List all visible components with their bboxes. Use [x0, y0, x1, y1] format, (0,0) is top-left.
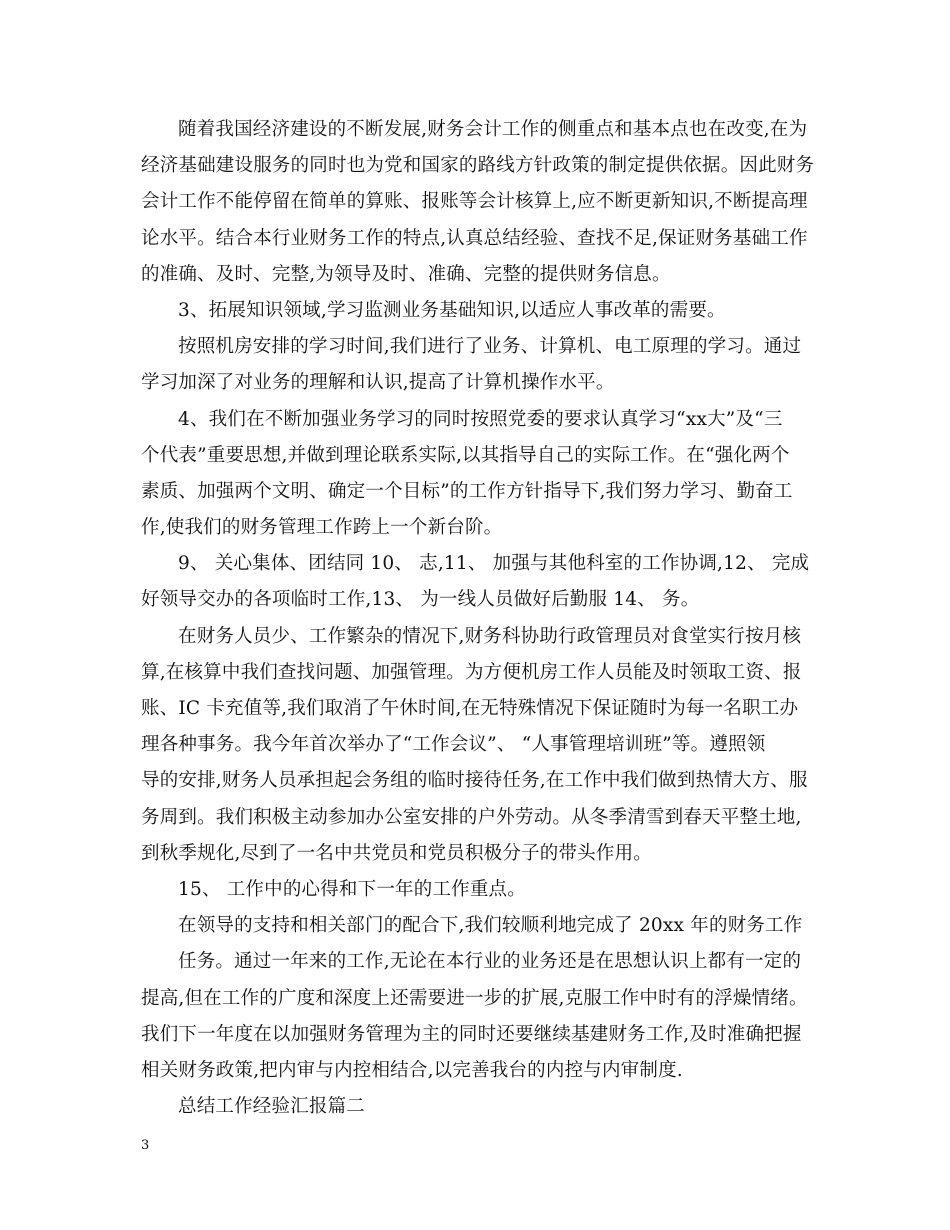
- text-line: 在领导的支持和相关部门的配合下,我们较顺利地完成了 20xx 年的财务工作: [178, 915, 803, 937]
- document-body: [141, 112, 813, 1125]
- text-line: 作,使我们的财务管理工作跨上一个新台阶。: [141, 517, 503, 539]
- text-line: 4、我们在不断加强业务学习的同时按照党委的要求认真学习“xx大”及“三: [178, 408, 783, 430]
- text-line: 15、 工作中的心得和下一年的工作重点。: [178, 878, 526, 900]
- text-line: 个代表”重要思想,并做到理论联系实际,以其指导自己的实际工作。在“强化两个: [141, 444, 790, 466]
- text-line: 论水平。结合本行业财务工作的特点,认真总结经验、查找不足,保证财务基础工作: [141, 227, 808, 249]
- text-line: 导的安排,财务人员承担起会务组的临时接待任务,在工作中我们做到热情大方、服: [141, 770, 808, 792]
- text-line: 务周到。我们积极主动参加办公室安排的户外劳动。从冬季清雪到春天平整土地,: [141, 806, 802, 828]
- text-line: 9、 关心集体、团结同 10、 志,11、 加强与其他科室的工作协调,12、 完成: [178, 553, 810, 575]
- text-line: 在财务人员少、工作繁杂的情况下,财务科协助行政管理员对食堂实行按月核: [178, 625, 802, 647]
- text-line: 经济基础建设服务的同时也为党和国家的路线方针政策的制定提供依据。因此财务: [141, 155, 815, 177]
- text-line: 提高,但在工作的广度和深度上还需要进一步的扩展,克服工作中时有的浮燥情绪。: [141, 987, 808, 1009]
- text-line: 相关财务政策,把内审与内控相结合,以完善我台的内控与内审制度.: [141, 1059, 683, 1081]
- text-line: 到秋季规化,尽到了一名中共党员和党员积极分子的带头作用。: [141, 842, 652, 864]
- text-line: 会计工作不能停留在简单的算账、报账等会计核算上,应不断更新知识,不断提高理: [141, 191, 808, 213]
- text-line: 算,在核算中我们查找问题、加强管理。为方便机房工作人员能及时领取工资、报: [141, 661, 802, 683]
- text-line: 的准确、及时、完整,为领导及时、准确、完整的提供财务信息。: [141, 263, 671, 285]
- text-line: 学习加深了对业务的理解和认识,提高了计算机操作水平。: [141, 372, 615, 394]
- page-number: 3: [141, 1138, 150, 1153]
- text-line: 账、IC 卡充值等,我们取消了午休时间,在无特殊情况下保证随时为每一名职工办: [141, 698, 799, 719]
- text-line: 理各种事务。我今年首次举办了“工作会议”、 “人事管理培训班”等。遵照领: [141, 734, 766, 756]
- text-line: 随着我国经济建设的不断发展,财务会计工作的侧重点和基本点也在改变,在为: [178, 119, 808, 140]
- text-line: 我们下一年度在以加强财务管理为主的同时还要继续基建财务工作,及时准确把握: [141, 1023, 802, 1045]
- text-line: 任务。通过一年来的工作,无论在本行业的业务还是在思想认识上都有一定的: [178, 951, 802, 973]
- text-line: 按照机房安排的学习时间,我们进行了业务、计算机、电工原理的学习。通过: [178, 336, 802, 358]
- text-line: 总结工作经验汇报篇二: [178, 1096, 366, 1118]
- text-line: 3、拓展知识领域,学习监测业务基础知识,以适应人事改革的需要。: [178, 299, 726, 321]
- text-line: 好领导交办的各项临时工作,13、 为一线人员做好后勤服 14、 务。: [141, 589, 700, 611]
- text-line: 素质、加强两个文明、确定一个目标”的工作方针指导下,我们努力学习、勤奋工: [141, 480, 793, 502]
